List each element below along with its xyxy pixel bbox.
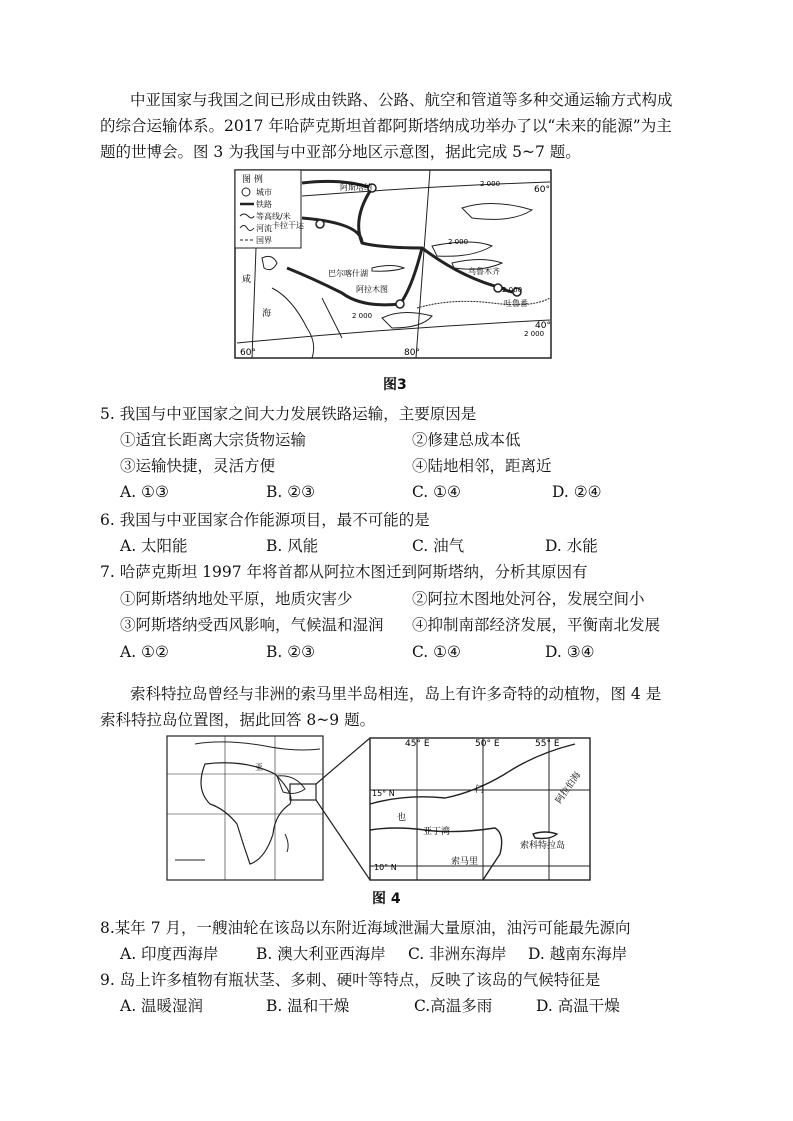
q9-option-c[interactable]: C.高温多雨 [414,997,493,1015]
legend-city: 城市 [256,188,272,197]
q7-statement-2: ②阿拉木图地处河谷，发展空间小 [412,590,645,608]
q8-option-b[interactable]: B. 澳大利亚西海岸 [256,945,386,963]
intro1-line1: 中亚国家与我国之间已形成由铁路、公路、航空和管道等多种交通运输方式构成 [130,91,673,109]
q5-option-a[interactable]: A. ①③ [120,483,169,501]
q7-stem: 7. 哈萨克斯坦 1997 年将首都从阿拉木图迁到阿斯塔纳，分析其原因有 [100,563,588,581]
q5-statement-2: ②修建总成本低 [412,431,521,449]
legend-river: 河流 [256,224,272,233]
city-almaty: 阿拉木图 [356,285,388,294]
q6-option-c[interactable]: C. 油气 [412,537,465,555]
q8-option-d[interactable]: D. 越南东海岸 [528,945,628,963]
intro1-line3: 题的世博会。图 3 为我国与中亚部分地区示意图，据此完成 5~7 题。 [100,143,581,161]
lon50-label: 50° E [475,739,500,749]
legend-contour: 等高线/米 [256,212,291,221]
q6-option-a[interactable]: A. 太阳能 [120,537,188,555]
q9-option-d[interactable]: D. 高温干燥 [536,997,620,1015]
q6-option-d[interactable]: D. 水能 [545,537,598,555]
intro1-line2: 的综合运输体系。2017 年哈萨克斯坦首都阿斯塔纳成功举办了以“未来的能源”为主 [100,117,672,135]
label-arabian-sea: 阿拉伯海 [554,770,584,806]
lake-balkhash: 巴尔喀什湖 [328,269,368,278]
lat10-label: 10° N [374,863,397,872]
lat15-label: 15° N [372,789,395,798]
label-somalia: 索马里 [451,857,479,867]
q6-option-b[interactable]: B. 风能 [266,537,319,555]
city-karaganda: 卡拉干达 [272,221,304,230]
label-gulf-of-aden: 亚丁湾 [423,827,451,837]
figure-3-caption: 图3 [383,377,407,393]
q8-stem: 8.某年 7 月，一艘油轮在该岛以东附近海域泄漏大量原油，油污可能最先源向 [100,919,631,937]
figure-4-caption: 图 4 [372,891,401,907]
city-turpan: 吐鲁番 [504,299,528,308]
contour-label-3: 2 000 [502,286,523,294]
q9-option-b[interactable]: B. 温和干燥 [266,997,350,1015]
city-urumqi: 乌鲁木齐 [468,267,500,276]
city-astana: 阿斯塔纳 [340,183,372,192]
q9-option-a[interactable]: A. 温暖湿润 [120,997,204,1015]
q7-statement-4: ④抑制南部经济发展，平衡南北发展 [412,616,661,634]
q7-statement-1: ①阿斯塔纳地处平原，地质灾害少 [120,590,353,608]
q7-option-d[interactable]: D. ③④ [545,643,595,661]
figure-4-map [165,734,593,884]
lon80-label: 80° [404,348,420,358]
q7-option-a[interactable]: A. ①② [120,643,169,661]
q5-option-d[interactable]: D. ②④ [552,483,602,501]
lat40-label: 40° [535,321,551,331]
q6-stem: 6. 我国与中亚国家合作能源项目，最不可能的是 [100,511,430,529]
legend-border: 国界 [256,236,272,245]
q5-statement-1: ①适宜长距离大宗货物运输 [120,431,307,449]
label-hai: 海 [262,309,272,319]
q7-option-b[interactable]: B. ②③ [266,643,316,661]
legend-railway: 铁路 [256,200,272,209]
label-socotra: 索科特拉岛 [520,841,566,851]
q5-option-c[interactable]: C. ①④ [412,483,461,501]
q5-statement-4: ④陆地相邻，距离近 [412,457,552,475]
contour-label-1: 2 000 [480,180,501,188]
q5-stem: 5. 我国与中亚国家之间大力发展铁路运输，主要原因是 [100,405,477,423]
label-ye: 也 [397,813,407,823]
q8-option-c[interactable]: C. 非洲东海岸 [408,945,507,963]
q5-option-b[interactable]: B. ②③ [266,483,316,501]
contour-label-2: 2 000 [448,238,469,246]
intro2-line1: 索科特拉岛曾经与非洲的索马里半岛相连，岛上有许多奇特的动植物，图 4 是 [130,685,662,703]
inset-label: 亚 [255,763,263,772]
lon55-label: 55° E [535,739,560,749]
lon60-label: 60° [240,348,256,358]
label-xian: 咸 [242,275,252,285]
lat60-label: 60° [534,185,550,195]
q7-statement-3: ③阿斯塔纳受西风影响，气候温和湿润 [120,616,384,634]
intro2-line2: 索科特拉岛位置图，据此回答 8~9 题。 [100,711,376,729]
q7-option-c[interactable]: C. ①④ [412,643,461,661]
legend-title: 图 例 [242,175,263,185]
contour-label-4: 2 000 [352,312,373,320]
q8-option-a[interactable]: A. 印度西海岸 [120,945,219,963]
contour-label-5: 2 000 [524,330,545,338]
label-gate: 门 [475,785,485,795]
lon45-label: 45° E [405,739,430,749]
q5-statement-3: ③运输快捷，灵活方便 [120,457,276,475]
figure-3-map [232,168,554,362]
q9-stem: 9. 岛上许多植物有瓶状茎、多刺、硬叶等特点，反映了该岛的气候特征是 [100,971,601,989]
